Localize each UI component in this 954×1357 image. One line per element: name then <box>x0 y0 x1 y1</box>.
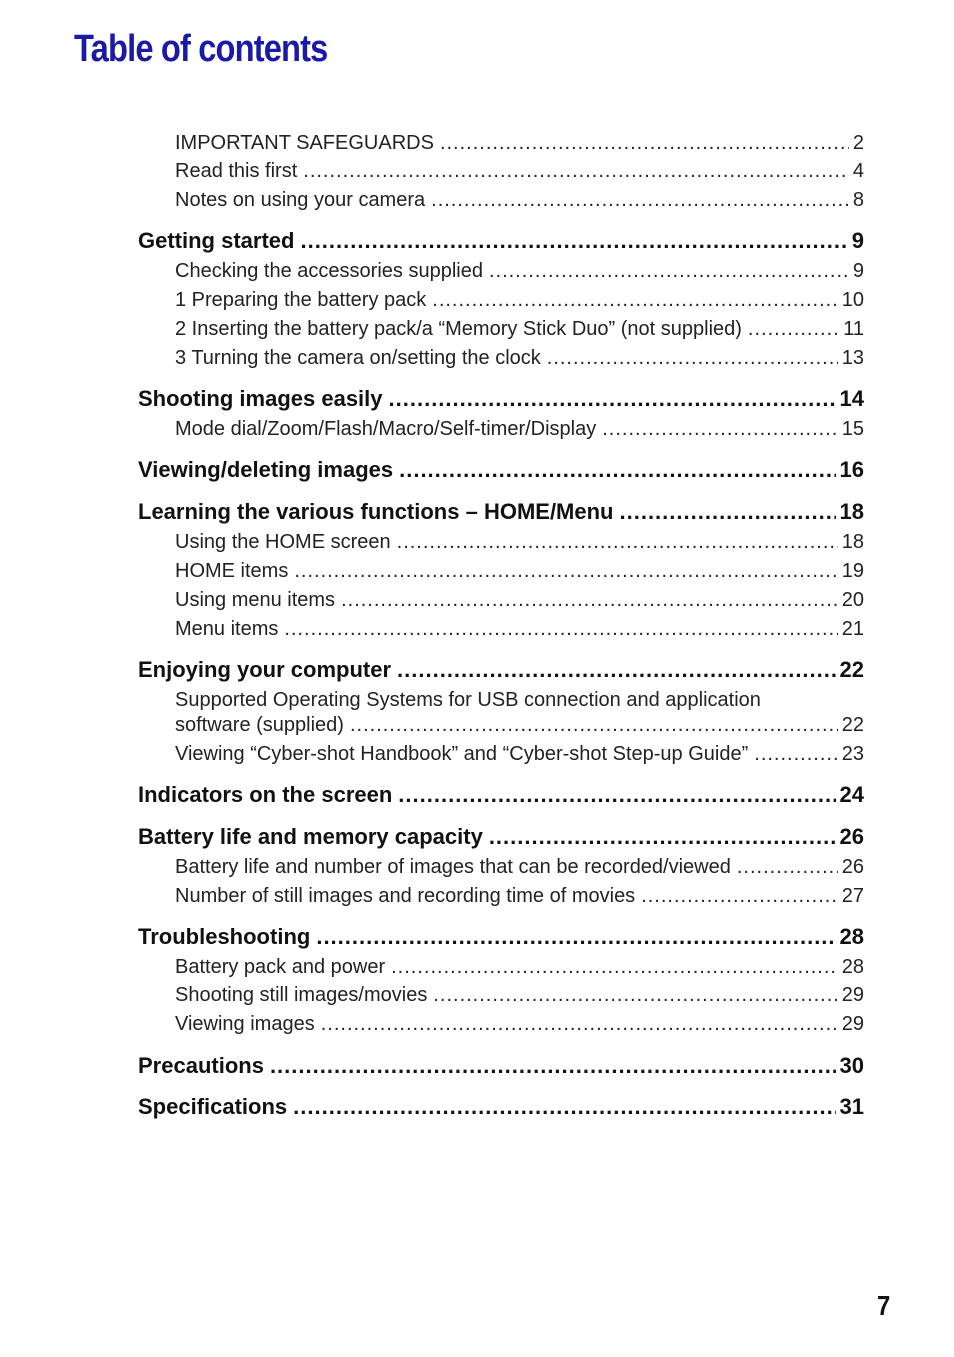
dot-leader <box>737 856 838 879</box>
dot-leader <box>294 560 837 583</box>
toc-entry[interactable] <box>175 531 864 554</box>
dot-leader <box>547 347 838 370</box>
dot-leader <box>293 1094 835 1120</box>
dot-leader <box>489 824 836 850</box>
toc-entry-page: 11 <box>843 318 864 340</box>
toc-entry-label: Battery life and number of images that can be recorded/viewed <box>175 856 731 878</box>
toc-section-label: Viewing/deleting images <box>138 457 394 482</box>
toc-entry[interactable] <box>175 984 864 1007</box>
toc-section-label: Getting started <box>138 228 295 253</box>
toc-entry-page: 21 <box>841 618 864 640</box>
dot-leader <box>432 289 837 312</box>
toc-entry-page: 9 <box>852 260 864 282</box>
toc-section-label: Specifications <box>138 1094 288 1119</box>
dot-leader <box>398 782 835 808</box>
toc-entry-page: 27 <box>841 885 864 907</box>
toc-entry-label: HOME items <box>175 560 289 582</box>
dot-leader <box>397 657 835 683</box>
toc-section-page: 24 <box>839 782 864 807</box>
toc-section-page: 18 <box>839 499 864 524</box>
dot-leader <box>321 1013 838 1036</box>
page-title: Table of contents <box>74 28 328 70</box>
toc-entry-page: 18 <box>841 531 864 553</box>
toc-entry-page: 13 <box>841 347 864 369</box>
dot-leader <box>300 228 847 254</box>
toc-entry[interactable] <box>175 589 864 612</box>
toc-entry-label: Number of still images and recording time of movies <box>175 885 636 907</box>
dot-leader <box>440 132 849 155</box>
toc-entry[interactable] <box>175 260 864 283</box>
toc-entry-page: 29 <box>841 984 864 1006</box>
toc-entry-label: Checking the accessories supplied <box>175 260 483 282</box>
toc-entry[interactable] <box>175 885 864 908</box>
dot-leader <box>389 386 836 412</box>
toc-entry-page: 19 <box>841 560 864 582</box>
toc-entry-page: 15 <box>841 418 864 440</box>
toc-section[interactable] <box>138 824 864 850</box>
toc-entry-page: 10 <box>841 289 864 311</box>
dot-leader <box>270 1053 836 1079</box>
toc-entry-label: Viewing “Cyber-shot Handbook” and “Cyber-shot Step-up Guide” <box>175 743 749 765</box>
toc-entry-label: Read this first <box>175 160 298 182</box>
toc-entry-label-line1[interactable]: Supported Operating Systems for USB connection and application <box>175 689 761 711</box>
dot-leader <box>620 499 836 525</box>
toc-section[interactable] <box>138 782 864 808</box>
toc-entry-label: Using menu items <box>175 589 336 611</box>
toc-entry-page: 20 <box>841 589 864 611</box>
toc-entry-page: 28 <box>841 956 864 978</box>
toc-section-page: 31 <box>839 1094 864 1119</box>
toc-entry[interactable] <box>175 132 864 155</box>
toc-entry-label: Shooting still images/movies <box>175 984 428 1006</box>
toc-entry-label: Battery pack and power <box>175 956 386 978</box>
toc-entry-page: 22 <box>841 714 864 736</box>
toc-entry-label: Notes on using your camera <box>175 189 426 211</box>
toc-section-label: Enjoying your computer <box>138 657 392 682</box>
toc-section[interactable] <box>138 457 864 483</box>
toc-section-label: Shooting images easily <box>138 386 383 411</box>
toc-entry[interactable] <box>175 714 864 737</box>
toc-entry[interactable] <box>175 289 864 312</box>
toc-section-page: 14 <box>839 386 864 411</box>
toc-entry-page: 8 <box>852 189 864 211</box>
toc-section-page: 30 <box>839 1053 864 1078</box>
toc-section[interactable] <box>138 1053 864 1079</box>
dot-leader <box>303 160 849 183</box>
toc-entry-page: 29 <box>841 1013 864 1035</box>
toc-section-label: Learning the various functions – HOME/Menu <box>138 499 614 524</box>
toc-entry[interactable] <box>175 1013 864 1036</box>
dot-leader <box>641 885 838 908</box>
dot-leader <box>399 457 835 483</box>
toc-section[interactable] <box>138 657 864 683</box>
dot-leader <box>397 531 838 554</box>
toc-entry-label: Viewing images <box>175 1013 315 1035</box>
toc-entry-page: 4 <box>852 160 864 182</box>
dot-leader <box>284 618 837 641</box>
toc-entry-label: Using the HOME screen <box>175 531 391 553</box>
toc-entry-label: 2 Inserting the battery pack/a “Memory Stick Duo” (not supplied) <box>175 318 742 340</box>
toc-section-page: 9 <box>851 228 864 253</box>
page-number: 7 <box>877 1290 891 1321</box>
dot-leader <box>489 260 849 283</box>
toc-section[interactable] <box>138 1094 864 1120</box>
dot-leader <box>754 743 837 766</box>
toc-entry-label: IMPORTANT SAFEGUARDS <box>175 132 434 154</box>
dot-leader <box>350 714 838 737</box>
toc-section[interactable] <box>138 924 864 950</box>
toc-entry-page: 23 <box>841 743 864 765</box>
toc-entry-label: Mode dial/Zoom/Flash/Macro/Self-timer/Display <box>175 418 597 440</box>
dot-leader <box>602 418 838 441</box>
dot-leader <box>316 924 835 950</box>
dot-leader <box>431 189 849 212</box>
toc-entry[interactable] <box>175 318 864 341</box>
toc-section[interactable] <box>138 499 864 525</box>
toc-section-label: Battery life and memory capacity <box>138 824 483 849</box>
dot-leader <box>391 956 838 979</box>
toc-entry[interactable] <box>175 856 864 879</box>
toc-entry-label: software (supplied) <box>175 714 344 736</box>
toc-section-page: 28 <box>839 924 864 949</box>
toc-entry[interactable] <box>175 189 864 212</box>
toc-entry[interactable] <box>175 956 864 979</box>
toc-entry[interactable] <box>175 618 864 641</box>
toc-section-page: 22 <box>839 657 864 682</box>
toc-section-label: Troubleshooting <box>138 924 311 949</box>
toc-entry[interactable] <box>175 743 864 766</box>
dot-leader <box>433 984 837 1007</box>
dot-leader <box>341 589 838 612</box>
toc-entry-page: 2 <box>852 132 864 154</box>
toc-entry-page: 26 <box>841 856 864 878</box>
toc-section-label: Precautions <box>138 1053 264 1078</box>
toc-section-label: Indicators on the screen <box>138 782 393 807</box>
toc-section[interactable] <box>138 386 864 412</box>
toc-section-page: 16 <box>839 457 864 482</box>
toc-entry[interactable] <box>175 560 864 583</box>
toc-entry-label: 1 Preparing the battery pack <box>175 289 427 311</box>
toc-entry-label: Menu items <box>175 618 279 640</box>
dot-leader <box>748 318 839 341</box>
toc-entry[interactable] <box>175 347 864 370</box>
toc-section[interactable] <box>138 228 864 254</box>
toc-entry[interactable] <box>175 418 864 441</box>
toc-entry[interactable] <box>175 160 864 183</box>
toc-entry-label: 3 Turning the camera on/setting the clock <box>175 347 541 369</box>
toc-section-page: 26 <box>839 824 864 849</box>
